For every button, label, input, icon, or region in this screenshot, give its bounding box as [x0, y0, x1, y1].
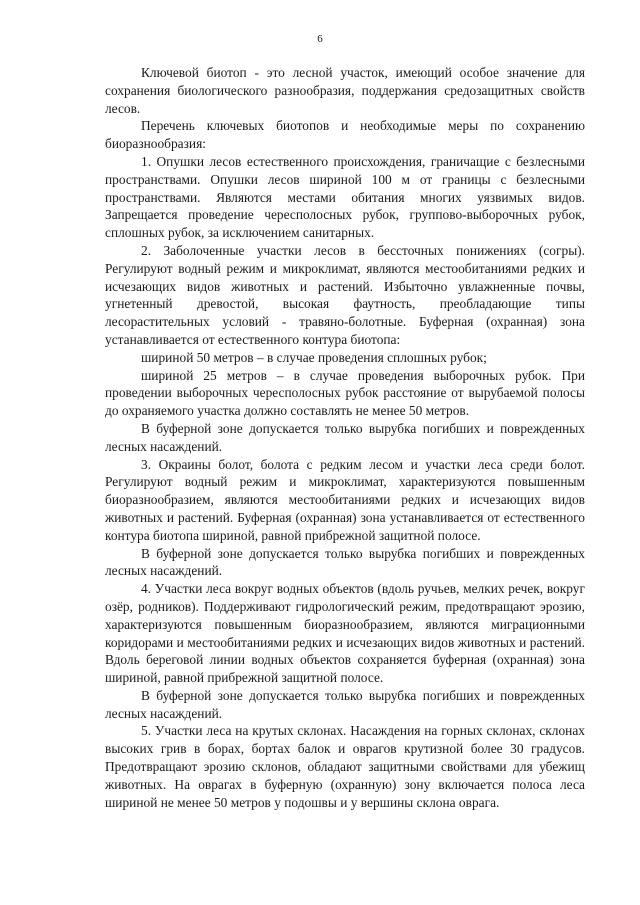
paragraph-item-4: 4. Участки леса вокруг водных объектов (вдоль ручьев, мелких речек, вокруг озёр, родников). Поддерживают гидрологический режим, предотвращают эрозию, характеризуются повышенным биоразнообразием, являются миграционными коридорами и местообитаниями редких и исчезающих видов животных и растений. Вдоль береговой линии водных объектов сохраняется буферная (охранная) зона шириной, равной прибрежной защитной полосе. — [105, 581, 585, 686]
paragraph-buffer-rule-1: В буферной зоне допускается только вырубка погибших и поврежденных лесных насаждений. — [105, 420, 585, 454]
paragraph-list-intro: Перечень ключевых биотопов и необходимые меры по сохранению биоразнообразия: — [105, 118, 585, 152]
page-number: 6 — [317, 33, 323, 45]
paragraph-item-5: 5. Участки леса на крутых склонах. Насаждения на горных склонах, склонах высоких грив в борах, бортах балок и оврагов крутизной более 30 градусов. Предотвращают эрозию склонов, обладают защитными свойствами для убежищ животных. На оврагах в буферную (охранную) зону включается полоса леса шириной не менее 50 метров у подошвы и у вершины склона оврага. — [105, 723, 585, 810]
paragraph-item-3: 3. Окраины болот, болота с редким лесом и участки леса среди болот. Регулируют водный режим и микроклимат, характеризуются повышенным биоразнообразием, являются местообитаниями редких и исчезающих видов животных и растений. Буферная (охранная) зона устанавливается от естественного контура биотопа шириной, равной прибрежной защитной полосе. — [105, 456, 585, 543]
document-body — [105, 64, 585, 811]
paragraph-buffer-50m: шириной 50 метров – в случае проведения сплошных рубок; — [141, 349, 487, 365]
paragraph-buffer-25m: шириной 25 метров – в случае проведения выборочных рубок. При проведении выборочных чересполосных рубок расстояние от вырубаемой полосы до охраняемого участка должно составлять не менее 50 метров. — [105, 367, 585, 419]
paragraph-buffer-rule-2: В буферной зоне допускается только вырубка погибших и поврежденных лесных насаждений. — [105, 545, 585, 579]
paragraph-definition: Ключевой биотоп - это лесной участок, имеющий особое значение для сохранения биологического разнообразия, поддержания средозащитных свойств лесов. — [105, 65, 585, 116]
paragraph-buffer-rule-3: В буферной зоне допускается только вырубка погибших и поврежденных лесных насаждений. — [105, 687, 585, 721]
paragraph-item-1: 1. Опушки лесов естественного происхождения, граничащие с безлесными пространствами. Опушки лесов шириной 100 м от границы с безлесными пространствами. Являются местами обитания многих уязвимых видов. Запрещается проведение чересполосных рубок, группово-выборочных рубок, сплошных рубок, за исключением санитарных. — [105, 153, 585, 241]
paragraph-item-2: 2. Заболоченные участки лесов в бессточных понижениях (согры). Регулируют водный режим и микроклимат, являются местообитаниями редких и исчезающих видов животных и растений. Избыточно увлажненные почвы, угнетенный древостой, высокая фаутность, преобладающие типы лесорастительных условий - травяно-болотные. Буферная (охранная) зона устанавливается от естественного контура биотопа: — [105, 242, 585, 347]
